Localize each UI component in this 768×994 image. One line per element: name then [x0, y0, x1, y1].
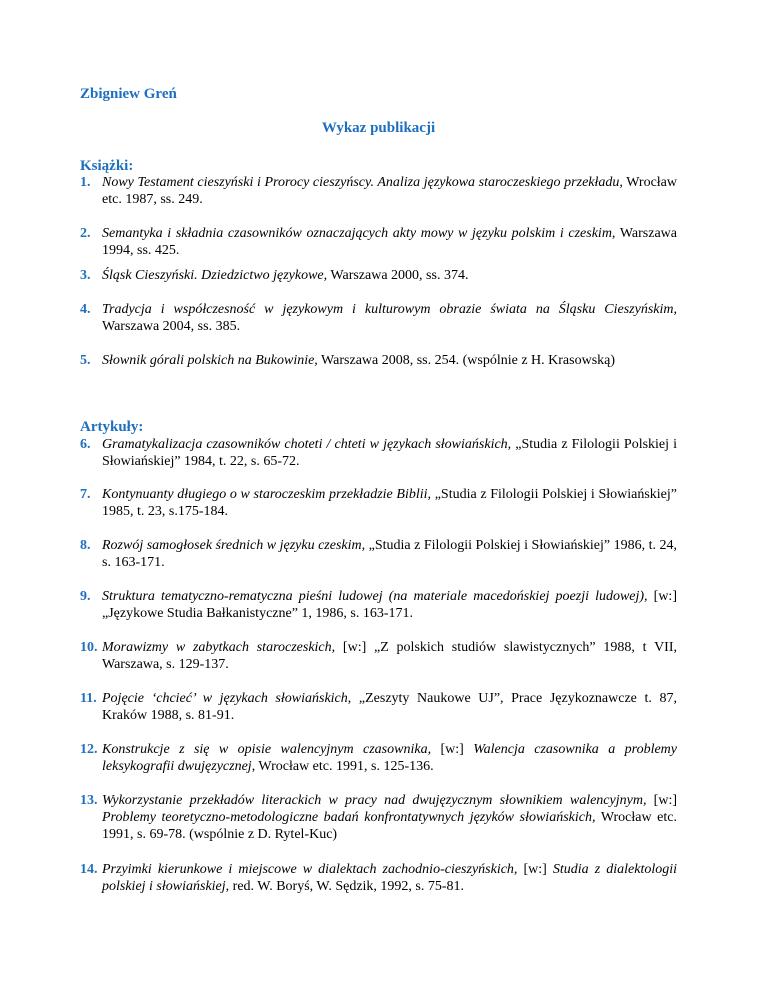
entry-details-2: Wrocław etc. 1991, s. 69-78. (wspólnie z D. Rytel-Kuc): [102, 810, 678, 842]
publication-entry: [80, 267, 677, 284]
entry-title: Gramatykalizacja czasowników choteti / chteti w językach słowiańskich,: [102, 437, 512, 452]
entry-number: 7.: [80, 487, 91, 502]
entry-title: Wykorzystanie przekładów literackich w pracy nad dwujęzycznym słownikiem walencyjnym,: [102, 793, 647, 808]
entry-details: Warszawa 2000, ss. 374.: [327, 268, 469, 283]
publication-entry: [80, 301, 677, 335]
entry-details: [w:] „Z polskich studiów slawistycznych” 1988, t VII, Warszawa, s. 129-137.: [102, 640, 678, 672]
author-name: Zbigniew Greń: [80, 86, 177, 102]
entry-title: Przyimki kierunkowe i miejscowe w dialektach zachodnio-cieszyńskich,: [102, 862, 518, 877]
entry-title: Nowy Testament cieszyński i Prorocy cieszyńscy. Analiza językowa staroczeskiego przekładu,: [102, 175, 623, 190]
entry-title: Słownik górali polskich na Bukowinie,: [102, 353, 318, 368]
entry-book-title: Studia z dialektologii polskiej i słowiańskiej: [102, 862, 678, 894]
entry-title: Struktura tematyczno-rematyczna pieśni ludowej (na materiale macedońskiej poezji ludowej),: [102, 589, 648, 604]
entry-details: „Studia z Filologii Polskiej i Słowiańskiej” 1986, t. 24, s. 163-171.: [102, 538, 677, 570]
entry-title: Rozwój samogłosek średnich w języku czeskim,: [102, 538, 366, 553]
entry-number: 1.: [80, 175, 91, 190]
section-heading-books: Książki:: [80, 158, 134, 174]
entry-details: [w:]: [517, 862, 553, 877]
section-heading-articles: Artykuły:: [80, 419, 144, 435]
publication-entry: [80, 741, 677, 775]
entry-title: Konstrukcje z się w opisie walencyjnym czasownika,: [102, 742, 432, 757]
entry-number: 4.: [80, 302, 91, 317]
entry-book-title: Problemy teoretyczno-metodologiczne badań konfrontatywnych języków słowiańskich,: [102, 810, 596, 825]
publication-entry: [80, 588, 677, 622]
entry-number: 11.: [80, 691, 97, 706]
entry-number: 5.: [80, 353, 91, 368]
publication-entry: [80, 436, 677, 470]
entry-details: [w:]: [431, 742, 474, 757]
publication-entry: [80, 225, 677, 259]
entry-number: 13.: [80, 793, 98, 808]
entry-number: 6.: [80, 437, 91, 452]
entry-details: Warszawa 2004, ss. 385.: [102, 319, 241, 334]
entry-details: „Studia z Filologii Polskiej i Słowiańskiej” 1985, t. 23, s.175-184.: [102, 487, 677, 519]
publication-entry: [80, 352, 677, 369]
entry-number: 12.: [80, 742, 98, 757]
entry-details: Warszawa 1994, ss. 425.: [102, 226, 678, 258]
entry-details: [w:] „Językowe Studia Bałkanistyczne” 1, 1986, s. 163-171.: [102, 589, 677, 621]
entry-details-2: , Wrocław etc. 1991, s. 125-136.: [251, 759, 434, 774]
publication-entry: [80, 174, 677, 208]
entry-title: Pojęcie ‘chcieć’ w językach słowiańskich: [102, 691, 348, 706]
entry-number: 14.: [80, 862, 98, 877]
publication-entry: [80, 792, 677, 843]
entry-number: 8.: [80, 538, 91, 553]
entry-details-2: , red. W. Boryś, W. Sędzik, 1992, s. 75-81.: [225, 879, 465, 894]
entry-number: 10.: [80, 640, 98, 655]
entry-title: Kontynuanty długiego o w staroczeskim przekładzie Biblii,: [102, 487, 432, 502]
publication-entry: [80, 639, 677, 673]
entry-book-title: Walencja czasownika a problemy leksykografii dwujęzycznej: [102, 742, 677, 774]
entry-number: 3.: [80, 268, 91, 283]
entry-title: Śląsk Cieszyński. Dziedzictwo językowe,: [102, 268, 328, 283]
entry-title: Tradycja i współczesność w językowym i kulturowym obrazie świata na Śląsku Cieszyńskim,: [102, 302, 677, 317]
page-title: Wykaz publikacji: [321, 120, 436, 136]
entry-details: Warszawa 2008, ss. 254. (wspólnie z H. Krasowską): [317, 353, 616, 368]
entry-details: „Studia z Filologii Polskiej i Słowiańskiej” 1984, t. 22, s. 65-72.: [102, 437, 677, 469]
publication-entry: [80, 537, 677, 571]
entry-details: Wrocław etc. 1987, ss. 249.: [102, 175, 677, 207]
entry-number: 9.: [80, 589, 91, 604]
publication-entry: [80, 486, 677, 520]
publication-entry: [80, 690, 677, 724]
publication-entry: [80, 861, 677, 895]
entry-title: Semantyka i składnia czasowników oznaczających akty mowy w języku polskim i czeskim,: [102, 226, 616, 241]
entry-number: 2.: [80, 226, 91, 241]
entry-title: Morawizmy w zabytkach staroczeskich,: [102, 640, 336, 655]
entry-details: [w:]: [646, 793, 678, 808]
entry-details: , „Zeszyty Naukowe UJ”, Prace Językoznawcze t. 87, Kraków 1988, s. 81-91.: [102, 691, 677, 723]
